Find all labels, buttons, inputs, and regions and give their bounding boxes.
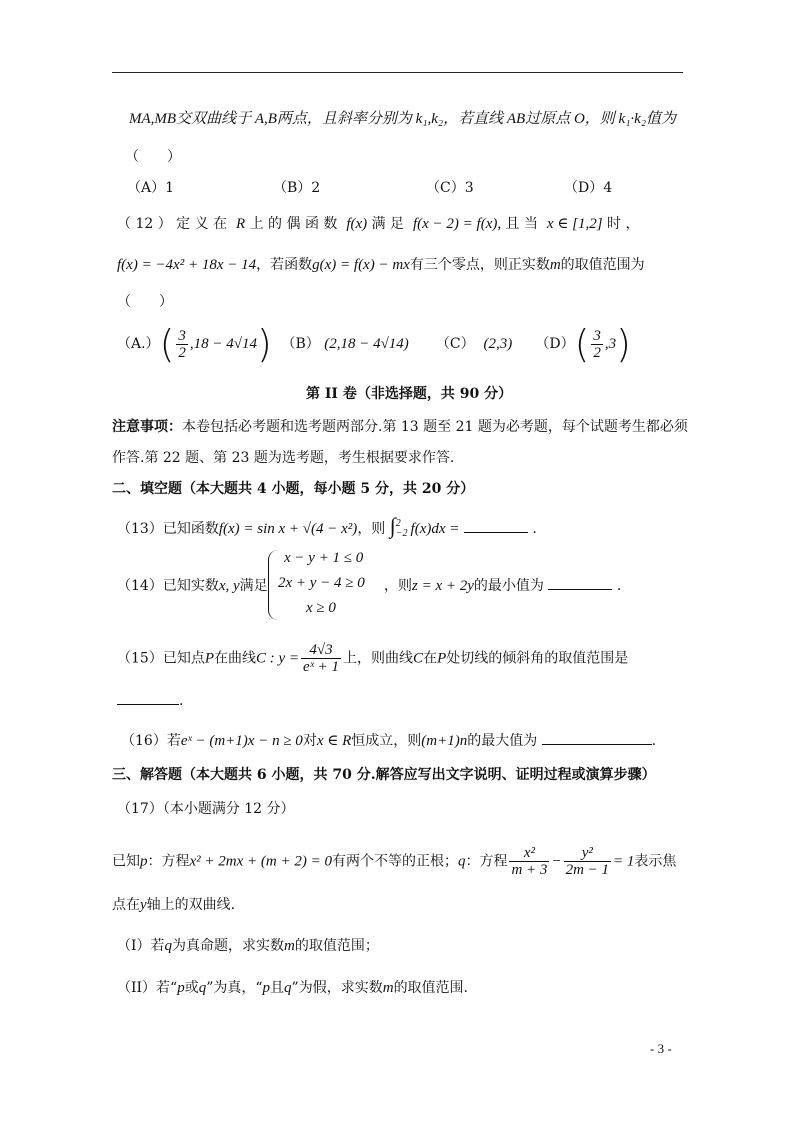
q12-option-c: （C） (2,3) <box>435 336 513 352</box>
q12-paren: （ ） <box>117 294 173 310</box>
q12-line2: f(x) = −4x² + 18x − 14，若函数g(x) = f(x) − mx有三个零点，则正实数m的取值范围为 <box>117 257 645 273</box>
q11-paren: （ ） <box>125 149 181 165</box>
notice-line2: 作答.第 22 题、第 23 题为选考题，考生根据要求作答. <box>112 450 455 466</box>
q17-fraction-1: $\frac{\text{x²}}{m + 3}$ <box>511 845 548 878</box>
q13: （13）已知函数f(x) = sin x + √(4 − x²)，则 ∫ 2 −2 f(x)dx = . <box>117 513 537 539</box>
q14-answer-blank[interactable] <box>548 589 612 590</box>
q15-fraction: $\frac{4√3}{\text{eˣ + 1}}$ <box>303 642 340 675</box>
q14-constraint-3: x ≥ 0 <box>306 600 336 616</box>
q11-option-d: （D）4 <box>564 180 613 196</box>
q16-answer-blank[interactable] <box>542 744 652 745</box>
q17-fraction-2: $\frac{\text{y²}}{2m - 1}$ <box>565 845 610 878</box>
notice-line1: 注意事项：本卷包括必考题和选考题两部分.第 13 题至 21 题为必考题，每个试题考生都必须 <box>112 419 688 435</box>
q14-constraint-1: x − y + 1 ≤ 0 <box>284 550 364 566</box>
q15: （15）已知点P在曲线C : y = $\frac{4√3}{\text{eˣ + 1}}$ 上，则曲线C在P处切线的倾斜角的取值范围是 <box>117 642 629 675</box>
q17-part-i: （I）若q为真命题，求实数m的取值范围； <box>117 938 379 954</box>
fill-section-title: 二、填空题（本大题共 4 小题，每小题 5 分，共 20 分） <box>112 481 475 497</box>
q11-option-c: （C）3 <box>426 180 474 196</box>
q12-option-a: （A.）( $\frac{3}{2}$ ,18 − 4√14) <box>117 322 272 366</box>
q15-answer-blank[interactable] <box>117 704 179 705</box>
q14-intro: （14）已知实数x, y满足 <box>117 578 268 594</box>
q17-part-ii: （II）若“p或q”为真，“p且q”为假，求实数m的取值范围. <box>117 980 469 996</box>
q11-option-a: （A）1 <box>127 180 175 196</box>
q11-text: MA,MB交双曲线于 A,B两点，且斜率分别为 k₁,k₂，若直线 AB过原点 O，则 k₁·k₂值为 <box>129 111 677 127</box>
q12-line1: （ 12 ） 定 义 在 R 上 的 偶 函 数 f(x) 满 足 f(x − 2) = f(x), 且 当 x ∈ [1,2] 时 ， <box>117 216 640 232</box>
q17-head: （17）（本小题满分 12 分） <box>117 801 295 817</box>
solve-section-title: 三、解答题（本大题共 6 小题，共 70 分.解答应写出文字说明、证明过程或演算步骤） <box>112 767 656 783</box>
q11-line1 <box>129 107 676 128</box>
q13-answer-blank[interactable] <box>464 532 528 533</box>
integral-sign: ∫ <box>389 513 396 538</box>
page-number: - 3 - <box>650 1041 672 1056</box>
q17-statement-line2: 点在y轴上的双曲线. <box>112 897 236 913</box>
q12-options <box>117 322 631 366</box>
q12-option-b: （B） (2,18 − 4√14) <box>281 336 409 352</box>
q17-statement: 已知p：方程x² + 2mx + (m + 2) = 0有两个不等的正根；q：方程 $\frac{\text{x²}}{m + 3}$ − $\frac{\text{y²}}{2m - 1}$ = 1表示焦 <box>112 845 677 878</box>
q11-option-b: （B）2 <box>273 180 321 196</box>
q15-answer-line: . <box>117 693 183 709</box>
q16: （16）若eˣ − (m+1)x − n ≥ 0对x ∈ R恒成立，则(m+1)n的最大值为 . <box>121 733 657 749</box>
section2-title: 第 II 卷（非选择题，共 90 分） <box>306 386 513 402</box>
q12-option-d: （D）( $\frac{3}{2}$ ,3) <box>535 322 631 366</box>
q14-constraint-2: 2x + y − 4 ≥ 0 <box>278 575 365 591</box>
q14-tail: ，则z = x + 2y的最小值为 . <box>384 578 622 594</box>
header-rule <box>112 72 683 73</box>
